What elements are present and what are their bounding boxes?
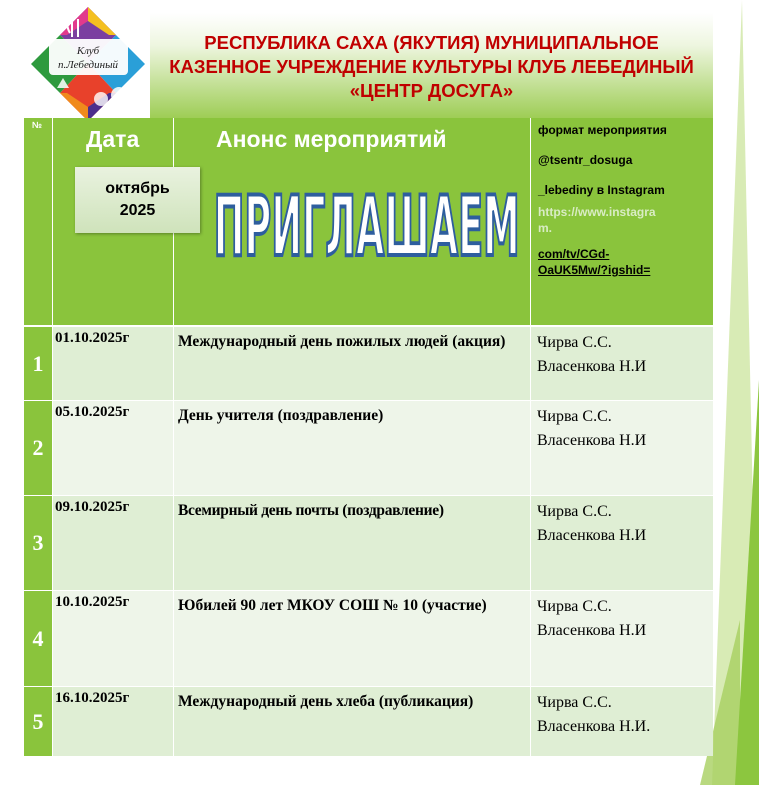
header-number-cell [24, 118, 52, 325]
invite-text: ПРИГЛАШАЕМ [213, 178, 520, 275]
instagram-link-faded-2[interactable]: m. [538, 221, 553, 235]
row-responsible [531, 401, 713, 495]
responsible-name-1: Чирва С.С. [537, 408, 612, 425]
row-date: 09.10.2025г [53, 496, 173, 590]
year-label: 2025 [119, 202, 156, 219]
instagram-link-line-1[interactable]: com/tv/CGd- [538, 247, 610, 261]
instagram-handle-suffix: _lebediny в Instagram [538, 183, 665, 197]
responsible-name-2: Власенкова Н.И. [537, 718, 651, 735]
row-event: Всемирный день почты (поздравление) [174, 496, 530, 590]
format-info [538, 122, 710, 278]
responsible-name-1: Чирва С.С. [537, 694, 612, 711]
logo-text-line1: Клуб [76, 45, 100, 57]
number-column-header: № [32, 120, 43, 130]
instagram-link-faded[interactable]: https://www.instagra [538, 205, 656, 219]
responsible-name-2: Власенкова Н.И [537, 358, 647, 375]
row-responsible [531, 496, 713, 590]
page-title [162, 31, 702, 103]
row-date: 05.10.2025г [53, 401, 173, 495]
responsible-name-1: Чирва С.С. [537, 598, 612, 615]
row-date: 01.10.2025г [53, 327, 173, 400]
row-date: 10.10.2025г [53, 591, 173, 686]
row-number: 5 [24, 687, 52, 756]
row-responsible [531, 687, 713, 756]
date-column-header: Дата [86, 126, 140, 152]
row-event: Международный день пожилых людей (акция) [174, 327, 530, 400]
month-label: октябрь [105, 180, 170, 197]
month-badge [75, 167, 200, 233]
club-logo-image [27, 3, 150, 125]
events-column-header: Анонс мероприятий [216, 126, 447, 152]
row-responsible [531, 327, 713, 400]
club-logo [27, 3, 150, 125]
row-date: 16.10.2025г [53, 687, 173, 756]
row-event: Международный день хлеба (публикация) [174, 687, 530, 756]
row-number: 2 [24, 401, 52, 495]
responsible-name-2: Власенкова Н.И [537, 622, 647, 639]
row-number: 4 [24, 591, 52, 686]
responsible-name-1: Чирва С.С. [537, 503, 612, 520]
header-banner [150, 13, 713, 120]
title-line-1: РЕСПУБЛИКА САХА (ЯКУТИЯ) МУНИЦИПАЛЬНОЕ [204, 31, 659, 53]
instagram-link-line-2[interactable]: OaUK5Mw/?igshid= [538, 263, 651, 277]
row-number: 3 [24, 496, 52, 590]
instagram-handle: @tsentr_dosuga [538, 153, 633, 167]
logo-text-line2: п.Лебединый [57, 59, 119, 71]
row-event: Юбилей 90 лет МКОУ СОШ № 10 (участие) [174, 591, 530, 686]
format-label: формат мероприятия [538, 123, 667, 137]
responsible-name-1: Чирва С.С. [537, 334, 612, 351]
row-responsible [531, 591, 713, 686]
row-number: 1 [24, 327, 52, 400]
responsible-name-2: Власенкова Н.И [537, 432, 647, 449]
row-event: День учителя (поздравление) [174, 401, 530, 495]
invite-word-art [202, 160, 532, 275]
background-triangle [735, 380, 759, 785]
title-line-2: КАЗЕННОЕ УЧРЕЖДЕНИЕ КУЛЬТУРЫ КЛУБ ЛЕБЕДИНЫЙ [169, 55, 694, 77]
title-line-3: «ЦЕНТР ДОСУГА» [349, 79, 514, 101]
responsible-name-2: Власенкова Н.И [537, 527, 647, 544]
